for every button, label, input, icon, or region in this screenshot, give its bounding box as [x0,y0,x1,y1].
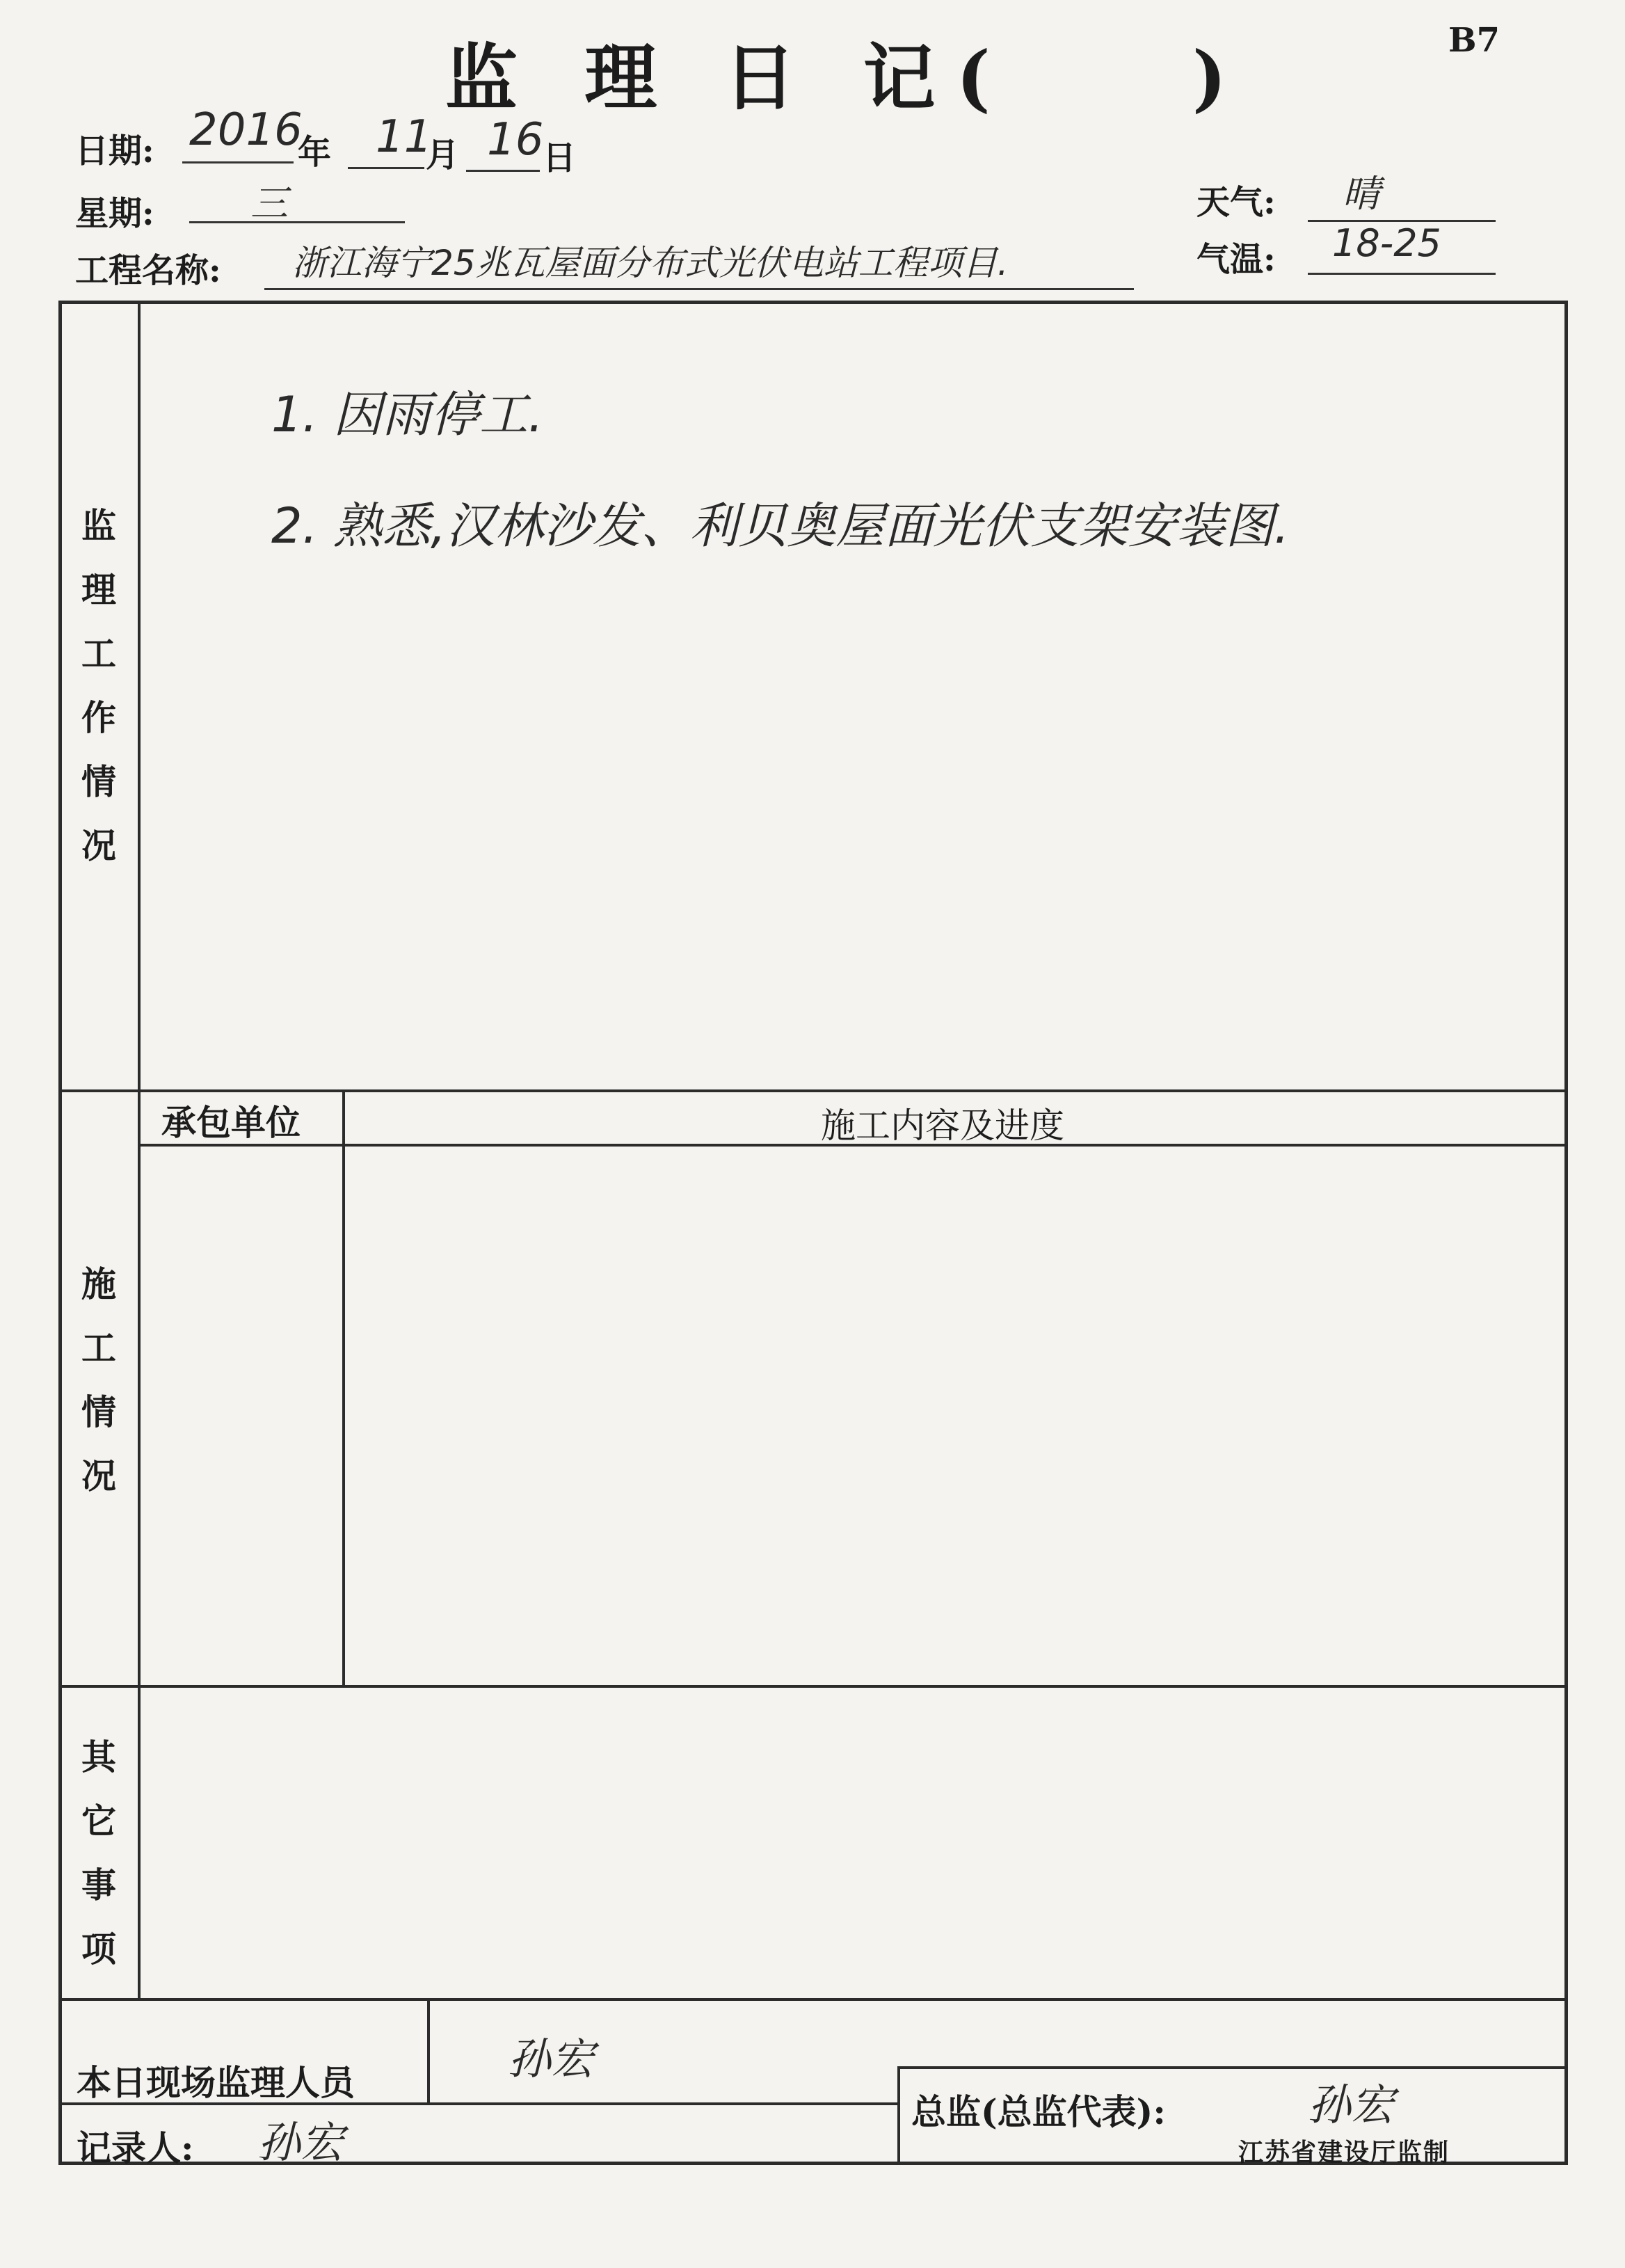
project-name: 浙江海宁25兆瓦屋面分布式光伏电站工程项目. [292,243,1009,283]
contractor-column-rule [342,1089,345,1688]
date-day: 16 [487,114,544,166]
chief-label: 总监(总监代表): [911,2091,1166,2132]
progress-header: 施工内容及进度 [821,1105,1064,1146]
construction-section-bottom-rule [58,1685,1568,1688]
issuer-note: 江苏省建设厅监制 [1238,2138,1450,2167]
onsite-label-rule [427,1998,430,2102]
month-unit: 月 [426,136,460,175]
recorder-label: 记录人: [77,2127,194,2169]
chief-left-rule [897,2066,900,2164]
form-title [445,19,1247,124]
chief-signature: 孙宏 [1308,2079,1395,2130]
date-year: 2016 [189,104,303,156]
weekday-value: 三 [250,182,288,225]
onsite-signature: 孙宏 [508,2034,595,2084]
temp-label: 气温: [1196,240,1276,279]
year-unit: 年 [298,133,332,172]
work-section-label [78,494,120,878]
day-underline [466,170,540,172]
work-section-bottom-rule [58,1089,1568,1092]
construction-header-rule [138,1144,1568,1147]
weather-value: 晴 [1343,172,1380,216]
year-underline [182,161,294,163]
weather-label: 天气: [1196,183,1276,222]
month-underline [348,167,424,169]
construction-section-label-text: 施工情况 [81,1263,116,1496]
day-unit: 日 [543,138,577,177]
project-underline [264,288,1134,290]
temp-underline [1308,273,1496,275]
other-section-bottom-rule [58,1998,1568,2001]
date-label: 日期: [75,131,154,170]
contractor-header: 承包单位 [161,1102,301,1143]
work-item-1: 1. 因雨停工. [271,386,544,443]
chief-top-rule [897,2066,1568,2069]
form-title-close: ) [1192,35,1248,120]
work-section-label-text: 监理工作情况 [81,505,116,866]
recorder-signature: 孙宏 [257,2117,344,2168]
date-month: 11 [376,111,433,163]
onsite-staff-label: 本日现场监理人员 [77,2062,355,2103]
other-section-label [78,1725,120,1981]
project-label: 工程名称: [75,251,221,290]
temp-value: 18-25 [1332,221,1441,265]
work-item-2: 2. 熟悉,汉林沙发、利贝奥屋面光伏支架安装图. [271,497,1290,554]
weekday-underline [189,221,405,223]
form-code: B7 [1448,21,1500,60]
diary-table [58,301,1568,2165]
construction-section-label [78,1252,120,1508]
label-column-rule [138,301,141,1998]
other-section-label-text: 其它事项 [81,1736,116,1970]
weekday-label: 星期: [75,194,154,233]
form-title-text: 监 理 日 记( [445,35,1011,120]
recorder-top-rule [58,2102,897,2105]
